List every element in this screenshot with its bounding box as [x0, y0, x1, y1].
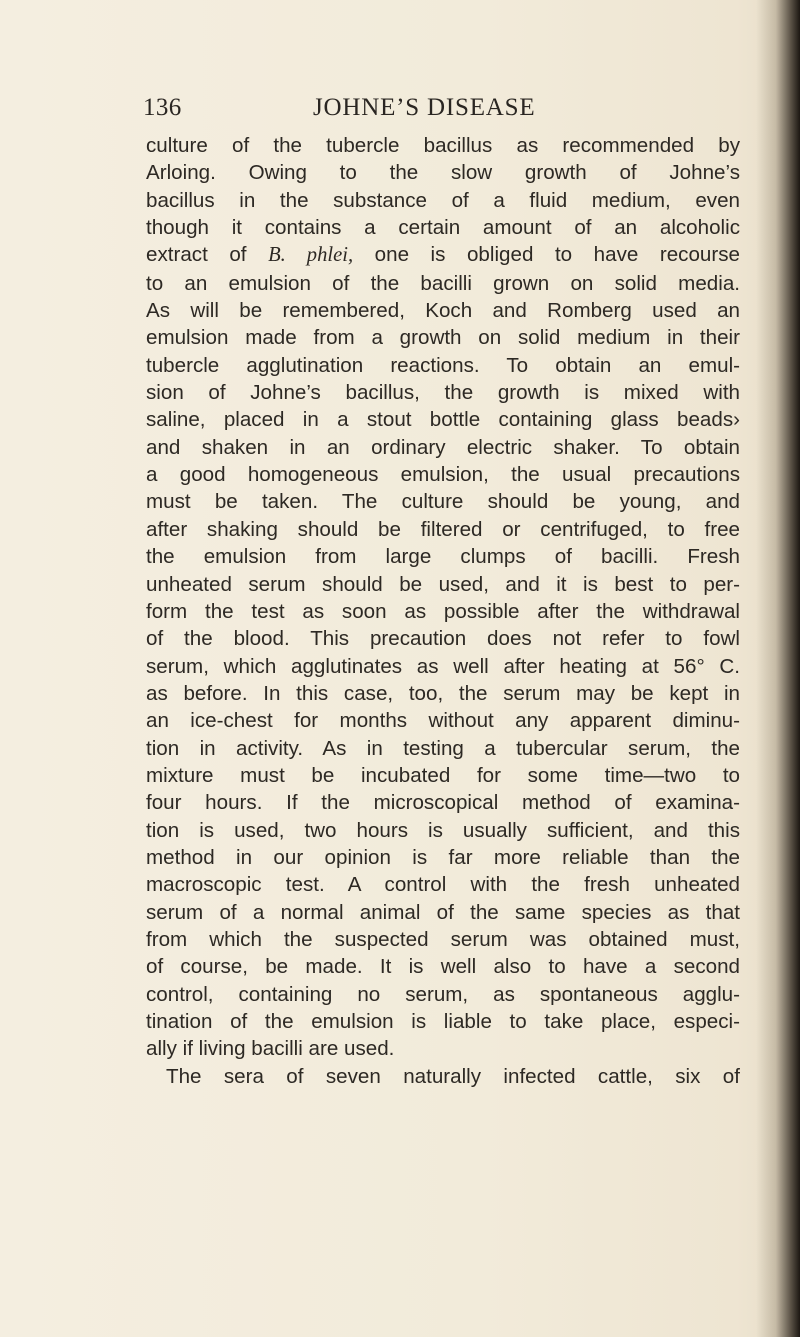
text-line: culture of the tubercle bacillus as recommended by	[146, 134, 740, 157]
text-line-part: extract of	[146, 243, 247, 267]
text-line: of course, be made. It is well also to have a second	[146, 955, 740, 979]
text-line: form the test as soon as possible after the withdrawal	[146, 599, 740, 623]
text-line: of the blood. This precaution does not refer to fowl	[146, 627, 740, 651]
page-number: 136	[143, 94, 182, 121]
text-line: emulsion made from a growth on solid medium in their	[146, 326, 740, 350]
text-line: As will be remembered, Koch and Romberg used an	[146, 299, 740, 323]
text-line: serum of a normal animal of the same species as that	[146, 900, 740, 924]
text-line: tination of the emulsion is liable to take place, especi-	[146, 1010, 740, 1033]
text-line: bacillus in the substance of a fluid medium, even	[146, 188, 740, 212]
text-line-new-paragraph: The sera of seven naturally infected cattle, six of	[166, 1064, 740, 1088]
text-line: unheated serum should be used, and it is best to per-	[146, 572, 740, 596]
text-line: control, containing no serum, as spontaneous agglu-	[146, 982, 740, 1006]
running-title: JOHNE’S DISEASE	[313, 94, 536, 121]
text-line: a good homogeneous emulsion, the usual precautions	[146, 463, 740, 487]
text-line: sion of Johne’s bacillus, the growth is mixed with	[146, 381, 740, 405]
text-line: mixture must be incubated for some time—two to	[146, 763, 740, 787]
text-line: serum, which agglutinates as well after heating at 56° C.	[146, 654, 740, 678]
text-line-with-italic	[146, 241, 740, 269]
text-line: tubercle agglutination reactions. To obtain an emul-	[146, 353, 740, 377]
text-line: method in our opinion is far more reliable than the	[146, 845, 740, 869]
text-line: saline, placed in a stout bottle containing glass beads›	[146, 408, 740, 432]
text-line: an ice-chest for months without any apparent diminu-	[146, 709, 740, 733]
text-line: as before. In this case, too, the serum may be kept in	[146, 681, 740, 705]
italic-term: B. phlei,	[268, 244, 354, 267]
text-line: macroscopic test. A control with the fresh unheated	[146, 873, 740, 897]
text-line: and shaken in an ordinary electric shaker. To obtain	[146, 435, 740, 459]
text-line: to an emulsion of the bacilli grown on solid media.	[146, 271, 740, 295]
text-line: after shaking should be filtered or centrifuged, to free	[146, 517, 740, 541]
text-line: four hours. If the microscopical method of examina-	[146, 791, 740, 815]
page-gutter-shadow	[756, 0, 800, 1337]
text-line: from which the suspected serum was obtained must,	[146, 927, 740, 951]
running-head	[0, 94, 800, 128]
text-line: ally if living bacilli are used.	[146, 1037, 395, 1061]
text-line: tion is used, two hours is usually sufficient, and this	[146, 818, 740, 842]
text-line: Arloing. Owing to the slow growth of Johne’s	[146, 161, 740, 185]
text-line: must be taken. The culture should be young, and	[146, 490, 740, 514]
text-line: tion in activity. As in testing a tubercular serum, the	[146, 736, 740, 760]
text-line: though it contains a certain amount of an alcoholic	[146, 216, 740, 240]
text-line: the emulsion from large clumps of bacilli. Fresh	[146, 545, 740, 569]
text-line-part: one is obliged to have recourse	[374, 243, 740, 267]
body-paragraph	[146, 132, 740, 1090]
